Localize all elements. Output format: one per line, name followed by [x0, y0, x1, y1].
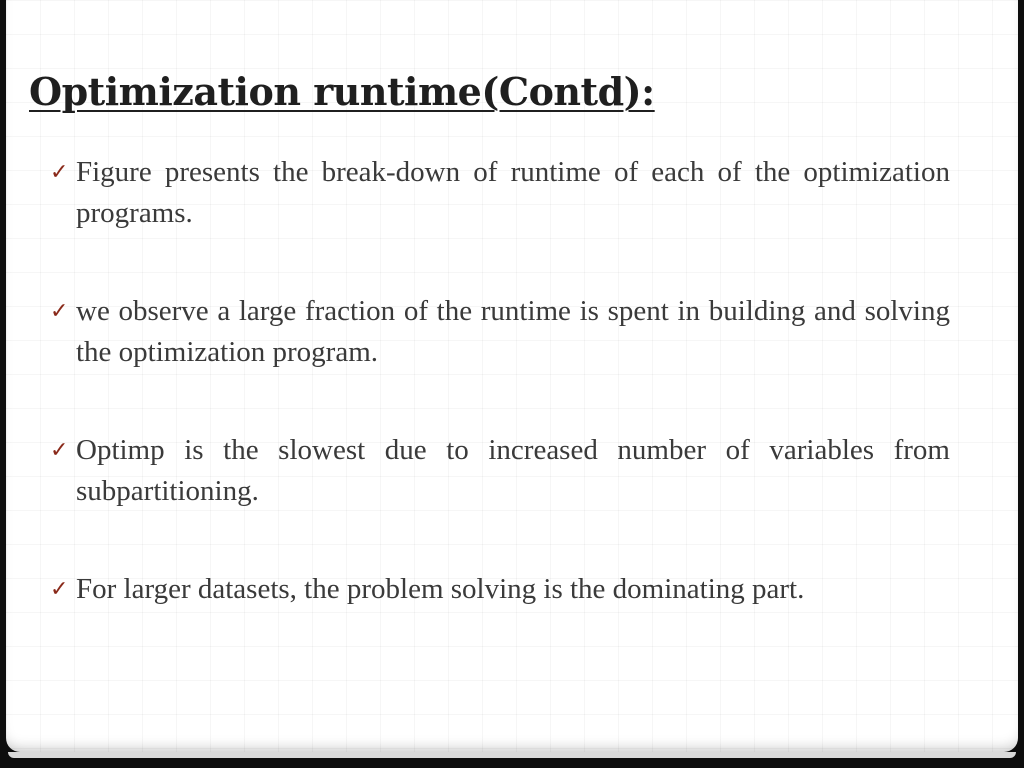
bullet-text: Optimp is the slowest due to increased number of variables from subpartitioning. — [76, 434, 950, 507]
bullet-item — [50, 152, 950, 234]
bullet-list — [50, 152, 950, 610]
bullet-text: we observe a large fraction of the runtime is spent in building and solving the optimization program. — [76, 295, 950, 368]
bullet-item — [50, 569, 950, 610]
slide-page — [6, 0, 1018, 752]
checkmark-icon: ✓ — [50, 438, 69, 463]
page-edge — [8, 752, 1016, 758]
bullet-item — [50, 291, 950, 373]
checkmark-icon: ✓ — [50, 577, 69, 602]
slide-title: Optimization runtime(Contd): — [29, 69, 655, 114]
bullet-text: For larger datasets, the problem solving is the dominating part. — [76, 573, 805, 605]
bullet-item — [50, 430, 950, 512]
checkmark-icon: ✓ — [50, 160, 69, 185]
checkmark-icon: ✓ — [50, 299, 69, 324]
bullet-text: Figure presents the break-down of runtime of each of the optimization programs. — [76, 156, 950, 229]
